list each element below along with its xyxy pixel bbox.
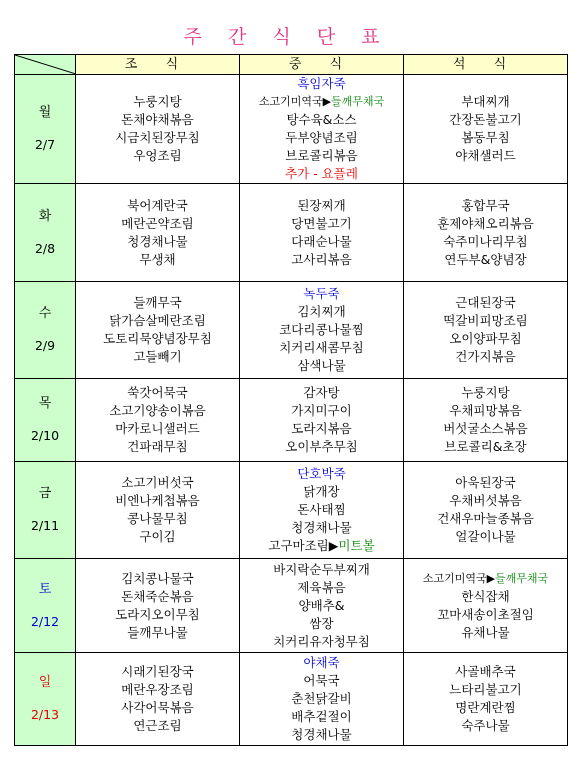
menu-item: 비엔나케첩볶음: [115, 493, 200, 508]
menu-item: 한식잡채: [461, 588, 510, 604]
header-breakfast: 조 식: [76, 55, 240, 75]
menu-item: 청경채나물: [127, 233, 188, 249]
menu-item: 숙주나물: [461, 718, 510, 733]
arrow-icon: ▶: [486, 571, 496, 585]
porridge-item: 흑임자죽: [297, 76, 346, 91]
menu-item: 코다리콩나물찜: [279, 322, 364, 337]
day-name: 일: [38, 675, 52, 690]
menu-item: 양배추&: [298, 597, 345, 613]
menu-item: 브로콜리볶음: [285, 148, 358, 163]
menu-item: 돈채죽순볶음: [121, 588, 194, 604]
day-name: 월: [38, 105, 52, 120]
menu-item: 치커리유자청무침: [273, 633, 370, 649]
breakfast-cell: [76, 462, 240, 559]
soup-main: 소고기미역국: [422, 571, 487, 585]
day-name: 수: [38, 306, 52, 321]
day-cell: [15, 379, 76, 462]
menu-item: 두부양념조림: [285, 130, 358, 145]
menu-item: 다래순나물: [291, 233, 352, 249]
menu-item: 무생채: [139, 251, 176, 267]
day-name: 목: [38, 396, 52, 411]
day-row-sat: [15, 559, 568, 653]
arrow-icon: ▶: [328, 538, 339, 553]
menu-item: 도라지오이무침: [115, 606, 200, 622]
dinner-cell: [404, 75, 568, 184]
menu-item: 누룽지탕: [461, 385, 510, 400]
menu-item: 훈제야채오리볶음: [437, 215, 534, 231]
day-cell: [15, 184, 76, 282]
menu-item: 김치콩나물국: [121, 570, 194, 586]
menu-item: 우엉조림: [133, 148, 182, 163]
day-name: 토: [38, 581, 52, 597]
menu-item: 숙주미나리무침: [443, 233, 528, 249]
menu-item: 고들빼기: [133, 349, 182, 364]
menu-item: 콩나물무침: [127, 511, 188, 526]
menu-item: 떡갈비피망조림: [443, 313, 528, 328]
porridge-item: 야채죽: [303, 655, 340, 670]
menu-item: 홍합무국: [461, 197, 510, 213]
day-cell: [15, 559, 76, 653]
menu-item: 탕수육&소스: [286, 112, 357, 127]
menu-item: 쌈장: [309, 615, 334, 631]
breakfast-cell: [76, 653, 240, 746]
lunch-cell: [240, 559, 404, 653]
soup-alt: 들깨무채국: [495, 571, 549, 585]
day-date: 2/7: [34, 137, 56, 152]
day-date: 2/9: [34, 338, 56, 353]
day-date: 2/13: [30, 707, 60, 722]
menu-item: 바지락순두부찌개: [273, 561, 370, 577]
choice-alt: 미트볼: [338, 538, 375, 553]
menu-item: 간장돈불고기: [449, 112, 522, 127]
dinner-cell: [404, 379, 568, 462]
lunch-cell: [240, 282, 404, 379]
menu-item: 닭개장: [303, 484, 340, 499]
menu-item: 오이양파무침: [449, 331, 522, 346]
menu-item: 청경채나물: [291, 727, 352, 742]
menu-item: 시금치된장무침: [115, 130, 200, 145]
dinner-cell: [404, 462, 568, 559]
menu-item: 춘천닭갈비: [291, 691, 352, 706]
menu-item: 삼색나물: [297, 358, 346, 373]
menu-item: 메란곤약조림: [121, 215, 194, 231]
menu-item: 유채나물: [461, 624, 510, 640]
breakfast-cell: [76, 379, 240, 462]
menu-item: 도토리묵양념장무침: [103, 331, 212, 346]
menu-item: 들깨무나물: [127, 624, 188, 640]
day-date: 2/12: [30, 613, 60, 629]
corner-cell: [15, 55, 76, 75]
menu-item: 오이부추무침: [285, 439, 358, 454]
menu-item: 야채샐러드: [455, 148, 516, 163]
day-row-mon: [15, 75, 568, 184]
menu-item: 소고기양송이볶음: [109, 403, 206, 418]
menu-item: 누룽지탕: [133, 94, 182, 109]
menu-item: 얼갈이나물: [455, 529, 516, 544]
menu-item: 김치찌개: [297, 304, 346, 319]
menu-item: 어묵국: [303, 673, 340, 688]
main-choice: [240, 537, 403, 555]
lunch-cell: [240, 379, 404, 462]
menu-item: 건파래무침: [127, 439, 188, 454]
menu-item: 봄동무침: [461, 130, 510, 145]
breakfast-cell: [76, 282, 240, 379]
menu-item: 돈사태찜: [297, 502, 346, 517]
lunch-cell: [240, 75, 404, 184]
menu-item: 가지미구이: [291, 403, 352, 418]
menu-item: 북어계란국: [127, 197, 188, 213]
lunch-cell: [240, 653, 404, 746]
day-cell: [15, 462, 76, 559]
dinner-cell: [404, 282, 568, 379]
soup-choice: [404, 570, 567, 588]
soup-choice: [240, 93, 403, 111]
extra-item: 추가 - 요플레: [285, 166, 358, 181]
menu-item: 부대찌개: [461, 94, 510, 109]
header-lunch: 중 식: [240, 55, 404, 75]
menu-item: 돈채야채볶음: [121, 112, 194, 127]
menu-item: 시래기된장국: [121, 664, 194, 679]
day-cell: [15, 75, 76, 184]
menu-item: 연두부&양념장: [444, 251, 527, 267]
menu-item: 당면불고기: [291, 215, 352, 231]
menu-item: 근대된장국: [455, 295, 516, 310]
menu-item: 건새우마늘종볶음: [437, 511, 534, 526]
menu-item: 꼬마새송이초절임: [437, 606, 534, 622]
day-row-thu: [15, 379, 568, 462]
day-row-sun: [15, 653, 568, 746]
menu-item: 연근조림: [133, 718, 182, 733]
menu-item: 고사리볶음: [291, 251, 352, 267]
menu-item: 들깨무국: [133, 295, 182, 310]
choice-main: 고구마조림: [268, 538, 329, 553]
day-name: 금: [38, 486, 52, 501]
menu-item: 우채피망볶음: [449, 403, 522, 418]
day-date: 2/11: [30, 518, 60, 533]
menu-item: 구이김: [139, 529, 176, 544]
menu-item: 도라지볶음: [291, 421, 352, 436]
menu-item: 버섯굴소스볶음: [443, 421, 528, 436]
breakfast-cell: [76, 559, 240, 653]
menu-item: 쑥갓어묵국: [127, 385, 188, 400]
menu-item: 마카로니샐러드: [115, 421, 200, 436]
day-row-fri: [15, 462, 568, 559]
menu-item: 명란계란찜: [455, 700, 516, 715]
day-cell: [15, 282, 76, 379]
menu-item: 치커리새콤무침: [279, 340, 364, 355]
menu-item: 배추겉절이: [291, 709, 352, 724]
menu-item: 감자탕: [303, 385, 340, 400]
dinner-cell: [404, 653, 568, 746]
menu-item: 사각어묵볶음: [121, 700, 194, 715]
porridge-item: 녹두죽: [303, 286, 340, 301]
menu-item: 우채버섯볶음: [449, 493, 522, 508]
menu-item: 아욱된장국: [455, 475, 516, 490]
weekly-menu-table: [14, 54, 568, 746]
dinner-cell: [404, 184, 568, 282]
soup-main: 소고기미역국: [258, 95, 323, 108]
menu-item: 메란우장조림: [121, 682, 194, 697]
lunch-cell: [240, 184, 404, 282]
day-row-tue: [15, 184, 568, 282]
porridge-item: 단호박죽: [297, 466, 346, 481]
menu-item: 건가지볶음: [455, 349, 516, 364]
day-date: 2/8: [34, 240, 56, 256]
day-row-wed: [15, 282, 568, 379]
menu-item: 소고기버섯국: [121, 475, 194, 490]
menu-item: 닭가슴살메란조림: [109, 313, 206, 328]
menu-item: 느타리불고기: [449, 682, 522, 697]
arrow-icon: ▶: [322, 95, 332, 108]
menu-item: 청경채나물: [291, 520, 352, 535]
menu-item: 된장찌개: [297, 197, 346, 213]
menu-item: 브로콜리&초장: [444, 439, 527, 454]
page-title: 주 간 식 단 표: [183, 26, 390, 48]
menu-item: 사골배추국: [455, 664, 516, 679]
breakfast-cell: [76, 184, 240, 282]
lunch-cell: [240, 462, 404, 559]
day-cell: [15, 653, 76, 746]
diagonal-line: [15, 55, 76, 74]
dinner-cell: [404, 559, 568, 653]
soup-alt: 들깨무채국: [331, 95, 385, 108]
breakfast-cell: [76, 75, 240, 184]
day-name: 화: [38, 208, 52, 224]
header-dinner: 석 식: [404, 55, 568, 75]
day-date: 2/10: [30, 428, 60, 443]
menu-item: 제육볶음: [297, 579, 346, 595]
